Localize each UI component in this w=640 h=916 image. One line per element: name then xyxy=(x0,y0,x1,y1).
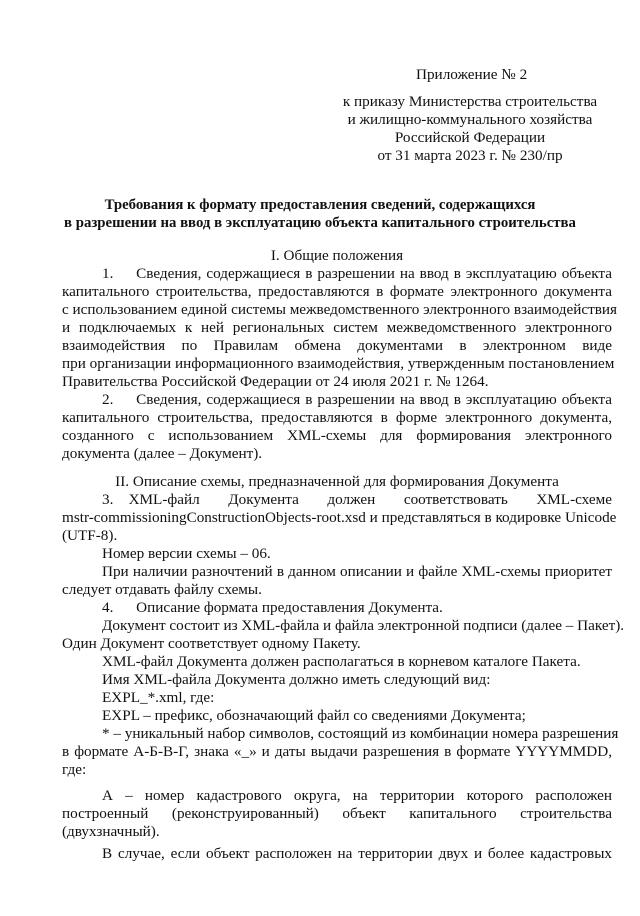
case-line: В случае, если объект расположен на территории двух и более кадастровых xyxy=(102,845,612,862)
text-line: документа (далее – Документ). xyxy=(62,445,263,462)
title-line: Требования к формату предоставления сведений, содержащихся xyxy=(104,197,536,213)
prefix-line: EXPL – префикс, обозначающий файл со сведениями Документа; xyxy=(102,707,526,724)
text-line: (двухзначный). xyxy=(62,823,160,840)
text-line: mstr-commissioningConstructionObjects-root.xsd и представляться в кодировке Unicode xyxy=(62,509,617,526)
text-line: А – номер кадастрового округа, на территории которого расположен xyxy=(102,787,612,804)
text-line: При наличии разночтений в данном описании и файле XML-схемы приоритет xyxy=(102,563,612,580)
paragraph-3 xyxy=(62,491,617,545)
text-line: 1. Сведения, содержащиеся в разрешении на ввод в эксплуатацию объекта xyxy=(102,265,612,282)
section-1 xyxy=(62,247,618,463)
annex-line: от 31 марта 2023 г. № 230/пр xyxy=(377,147,563,164)
text-line: (UTF-8). xyxy=(62,527,118,544)
text-line: в формате А-Б-В-Г, знака «_» и даты выдачи разрешения в формате YYYYMMDD, xyxy=(62,743,612,760)
text-line: построенный (реконструированный) объект капитального строительства xyxy=(62,805,612,822)
document-title xyxy=(40,196,600,232)
annex-header xyxy=(336,66,604,165)
text-line: взаимодействия по Правилам обмена документами в электронном виде xyxy=(62,337,612,354)
annex-title: Приложение № 2 xyxy=(416,66,528,83)
text-line: Документ состоит из XML-файла и файла электронной подписи (далее – Пакет). xyxy=(102,617,625,634)
name-intro-line: Имя XML-файла Документа должно иметь следующий вид: xyxy=(102,671,491,688)
text-line: 3. XML-файл Документа должен соответствовать XML-схеме xyxy=(102,491,612,508)
paragraph-4: 4. Описание формата предоставления Документа. xyxy=(102,599,443,616)
text-line: капитального строительства, предоставляются в форме электронного документа, xyxy=(62,409,612,426)
text-line: при организации информационного взаимодействия, утвержденным постановлением xyxy=(62,355,615,372)
text-line: созданного с использованием XML-схемы для формирования электронного xyxy=(62,427,612,444)
section-heading: I. Общие положения xyxy=(270,247,404,264)
text-line: капитального строительства, предоставляются в формате электронного документа xyxy=(62,283,612,300)
text-line: с использованием единой системы межведомственного электронного взаимодействия xyxy=(62,301,618,318)
text-line: Правительства Российской Федерации от 24 июля 2021 г. № 1264. xyxy=(62,373,489,390)
paragraph-2 xyxy=(62,391,612,463)
section-heading: II. Описание схемы, предназначенной для формирования Документа xyxy=(115,473,559,490)
annex-line: и жилищно-коммунального хозяйства xyxy=(347,111,593,128)
priority-paragraph xyxy=(62,563,612,599)
section-2 xyxy=(62,473,625,863)
schema-version: Номер версии схемы – 06. xyxy=(102,545,271,562)
text-line: где: xyxy=(62,761,87,778)
a-definition-paragraph xyxy=(62,787,612,841)
text-line: * – уникальный набор символов, состоящий из комбинации номера разрешения xyxy=(102,725,619,742)
text-line: 2. Сведения, содержащиеся в разрешении на ввод в эксплуатацию объекта xyxy=(102,391,612,408)
text-line: следует отдавать файлу схемы. xyxy=(62,581,262,598)
annex-line: Российской Федерации xyxy=(394,129,546,146)
text-line: и подключаемых к ней региональных систем межведомственного электронного xyxy=(62,319,612,336)
paragraph-1 xyxy=(62,265,618,391)
annex-line: к приказу Министерства строительства xyxy=(342,93,598,110)
unique-paragraph xyxy=(62,725,619,779)
title-line: в разрешении на ввод в эксплуатацию объекта капитального строительства xyxy=(64,215,576,231)
package-paragraph xyxy=(62,617,625,653)
root-dir-line: XML-файл Документа должен располагаться в корневом каталоге Пакета. xyxy=(102,653,581,670)
name-pattern-line: EXPL_*.xml, где: xyxy=(102,689,215,706)
text-line: Один Документ соответствует одному Пакету. xyxy=(62,635,361,652)
